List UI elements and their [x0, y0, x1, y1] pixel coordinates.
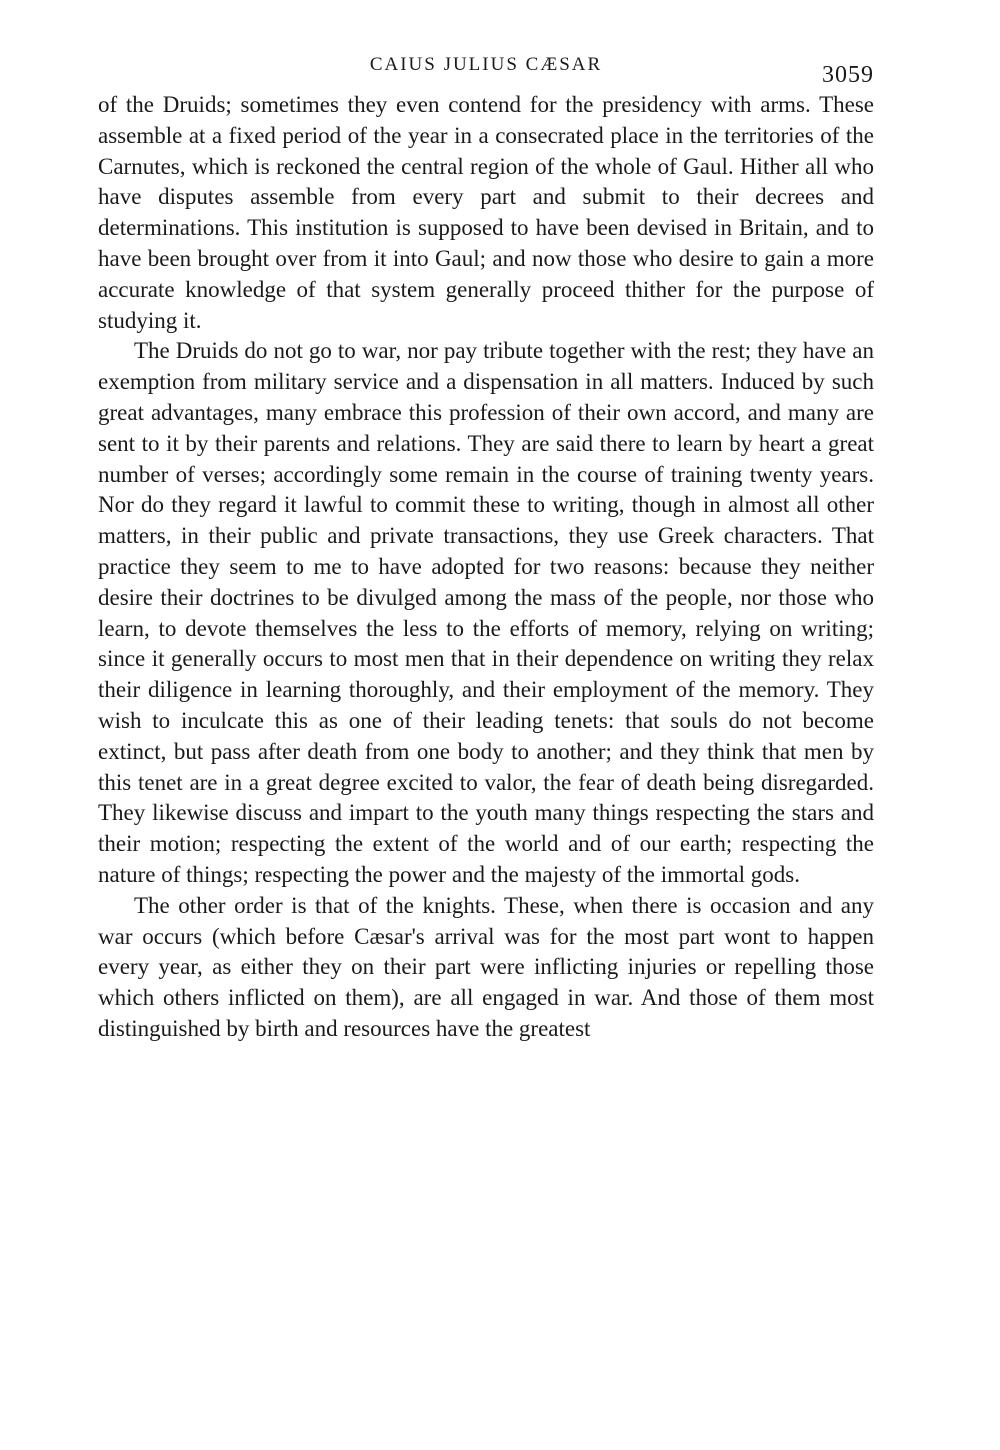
running-head — [98, 50, 874, 90]
page-number: 3059 — [822, 62, 874, 88]
book-page — [98, 50, 874, 1045]
running-title: CAIUS JULIUS CÆSAR — [369, 54, 603, 75]
paragraph-druids: The Druids do not go to war, nor pay tribute together with the rest; they have an exemption from military service and a dispensation in all matters. Induced by such great advantages, many embrace this profession of their own accord, and many are sent to it by their parents and relations. They are said there to learn by heart a great number of verses; accordingly some remain in the course of training twenty years. Nor do they regard it lawful to commit these to writing, though in almost all other matters, in their public and private transactions, they use Greek characters. That practice they seem to me to have adopted for two reasons: because they neither desire their doctrines to be divulged among the mass of the people, nor those who learn, to devote themselves the less to the efforts of memory, relying on writing; since it generally occurs to most men that in their dependence on writing they relax their diligence in learning thoroughly, and their employment of the memory. They wish to inculcate this as one of their leading tenets: that souls do not become extinct, but pass after death from one body to another; and they think that men by this tenet are in a great degree excited to valor, the fear of death being disregarded. They likewise discuss and impart to the youth many things respecting the stars and their motion; respecting the extent of the world and of our earth; respecting the nature of things; respecting the power and the majesty of the immortal gods. — [98, 338, 874, 887]
body-text — [98, 90, 874, 1045]
paragraph-continuation: of the Druids; sometimes they even contend for the presidency with arms. These assemble at a fixed period of the year in a consecrated place in the territories of the Carnutes, which is reckoned the central region of the whole of Gaul. Hither all who have disputes assemble from every part and submit to their decrees and determinations. This institution is supposed to have been devised in Britain, and to have been brought over from it into Gaul; and now those who desire to gain a more accurate knowledge of that system generally proceed thither for the purpose of studying it. — [98, 92, 874, 333]
paragraph-knights: The other order is that of the knights. These, when there is occasion and any war occurs (which before Cæsar's arrival was for the most part wont to happen every year, as either they on their part were inflicting injuries or repelling those which others inflicted on them), are all engaged in war. And those of them most distinguished by birth and resources have the greatest — [98, 892, 874, 1041]
